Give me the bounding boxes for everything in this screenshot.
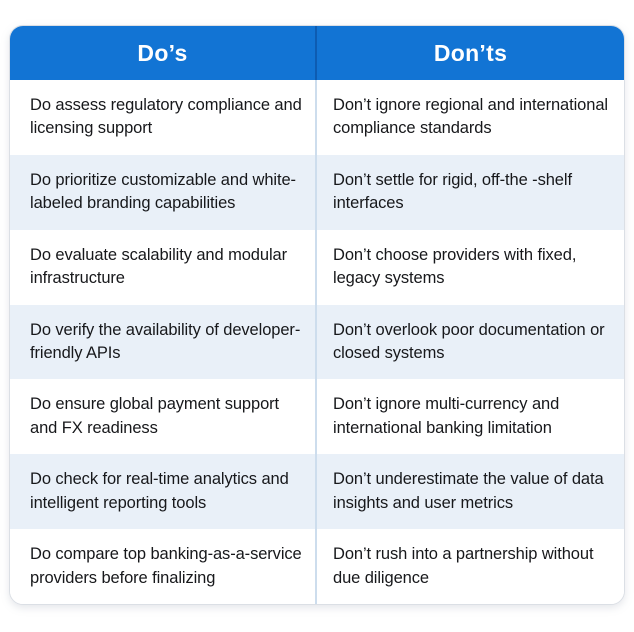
dont-cell bbox=[317, 379, 624, 454]
do-text: Do ensure global payment support and FX readiness bbox=[30, 395, 280, 437]
dont-text: Don’t settle for rigid, off-the -shelf interfaces bbox=[333, 170, 572, 213]
table-row bbox=[10, 80, 624, 155]
dont-cell bbox=[317, 230, 624, 305]
table-body bbox=[10, 80, 624, 604]
table-row bbox=[10, 454, 624, 529]
do-cell bbox=[10, 155, 317, 230]
dos-column-header: Do’s bbox=[10, 26, 317, 80]
dont-text: Don’t rush into a partnership without due diligence bbox=[333, 545, 594, 587]
table-row bbox=[10, 230, 624, 305]
do-text: Do verify the availability of developer-friendly APIs bbox=[30, 320, 301, 362]
table-row bbox=[10, 155, 624, 230]
do-cell bbox=[10, 454, 317, 529]
do-cell bbox=[10, 80, 317, 155]
table-row bbox=[10, 529, 624, 604]
do-cell bbox=[10, 230, 317, 305]
do-cell bbox=[10, 379, 317, 454]
dont-text: Don’t underestimate the value of data insights and user metrics bbox=[333, 470, 604, 512]
table-row bbox=[10, 379, 624, 454]
do-text: Do check for real-time analytics and intelligent reporting tools bbox=[30, 470, 289, 512]
dont-cell bbox=[317, 80, 624, 155]
dont-text: Don’t ignore multi-currency and international banking limitation bbox=[333, 395, 560, 437]
donts-column-header: Don’ts bbox=[433, 39, 508, 66]
do-text: Do prioritize customizable and white-labeled branding capabilities bbox=[30, 170, 296, 213]
dont-cell bbox=[317, 529, 624, 604]
dos-donts-table bbox=[9, 25, 625, 605]
dont-cell bbox=[317, 155, 624, 230]
dont-text: Don’t choose providers with fixed, legacy systems bbox=[333, 245, 577, 288]
do-text: Do assess regulatory compliance and licensing support bbox=[30, 96, 302, 138]
table-row bbox=[10, 305, 624, 380]
do-cell bbox=[10, 529, 317, 604]
dont-text: Don’t ignore regional and international compliance standards bbox=[333, 96, 608, 138]
do-text: Do evaluate scalability and modular infrastructure bbox=[30, 245, 287, 288]
do-text: Do compare top banking-as-a-service providers before finalizing bbox=[30, 545, 302, 587]
do-cell bbox=[10, 305, 317, 380]
dont-text: Don’t overlook poor documentation or closed systems bbox=[333, 320, 605, 362]
table-header-row bbox=[10, 26, 624, 80]
dont-cell bbox=[317, 305, 624, 380]
dont-cell bbox=[317, 454, 624, 529]
